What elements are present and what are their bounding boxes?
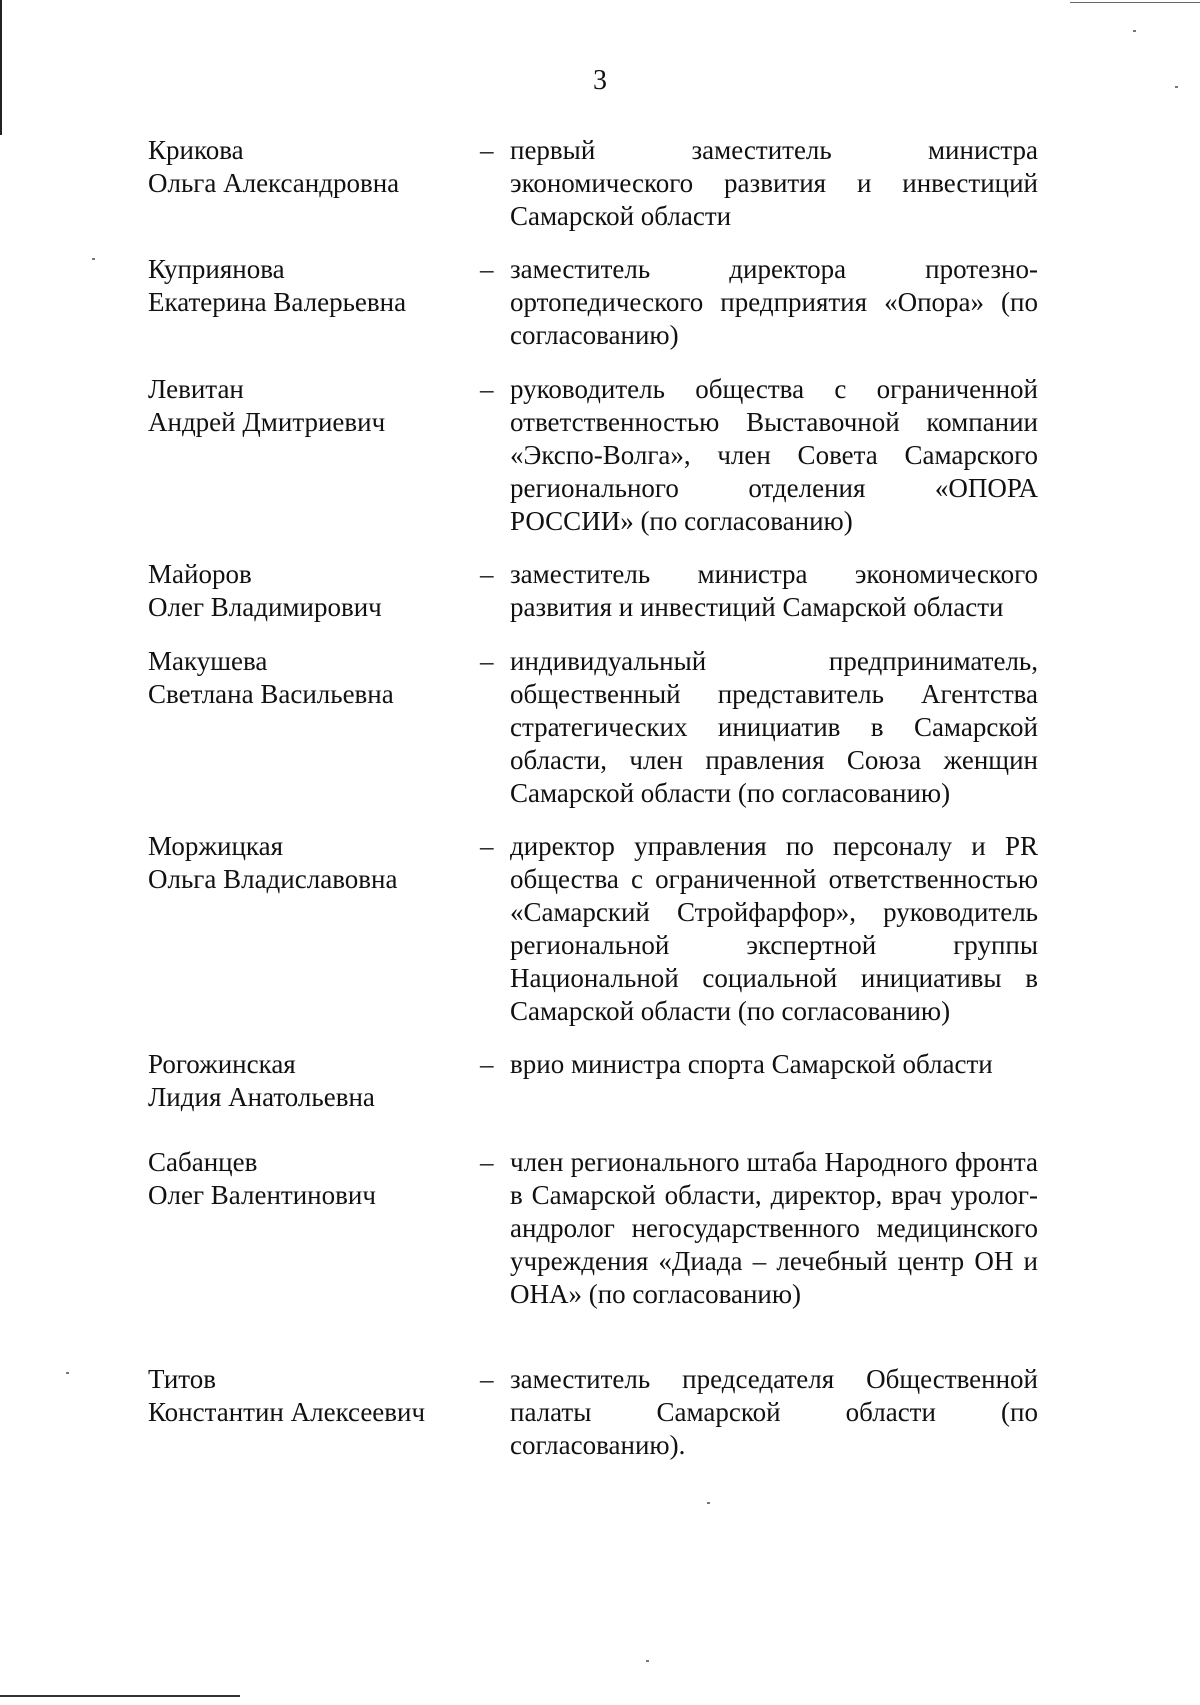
scan-edge-top [1070,2,1200,3]
member-role: первый заместитель министра экономического развития и инвестиций Самарской области [510,135,1038,231]
member-dash: – [480,1364,494,1394]
member-name [148,1363,480,1462]
member-name [148,645,480,810]
member-name [148,830,480,1028]
member-entry [148,645,1048,810]
member-name [148,1048,480,1114]
member-dash: – [480,135,494,165]
member-given-names: Андрей Дмитриевич [148,407,386,437]
member-dash: – [480,374,494,404]
member-role: индивидуальный предприниматель, общественный представитель Агентства стратегических инициатив в Самарской области, член правления Союза женщин Самарской области (по согласованию) [510,646,1038,808]
member-role: заместитель министра экономического развития и инвестиций Самарской области [510,559,1038,622]
member-dash: – [480,254,494,284]
member-given-names: Лидия Анатольевна [148,1082,375,1112]
member-entry [148,1363,1048,1462]
member-surname: Куприянова [148,254,285,284]
member-surname: Левитан [148,374,244,404]
member-name [148,134,480,233]
member-given-names: Олег Владимирович [148,592,382,622]
member-entry [148,558,1048,624]
member-role: руководитель общества с ограниченной ответственностью Выставочной компании «Экспо-Волга», член Совета Самарского регионального отделения «ОПОРА РОССИИ» (по согласованию) [510,374,1038,536]
member-name [148,373,480,538]
member-given-names: Ольга Александровна [148,168,400,198]
member-surname: Моржицкая [148,831,283,861]
member-given-names: Екатерина Валерьевна [148,287,407,317]
member-role: врио министра спорта Самарской области [510,1049,993,1079]
member-dash: – [480,1147,494,1177]
scan-edge-bottom [0,1695,240,1697]
scan-speck [1133,30,1136,32]
member-surname: Макушева [148,646,268,676]
member-dash: – [480,559,494,589]
scan-speck [92,258,95,260]
member-entry [148,1146,1048,1311]
member-surname: Сабанцев [148,1147,258,1177]
member-role: директор управления по персоналу и PR общества с ограниченной ответственностью «Самарский Стройфарфор», руководитель региональной экспертной группы Национальной социальной инициативы в Самарской области (по согласованию) [510,831,1038,1026]
member-given-names: Константин Алексеевич [148,1397,426,1427]
member-given-names: Ольга Владиславовна [148,864,398,894]
scan-speck [646,1660,649,1662]
member-surname: Титов [148,1364,216,1394]
scan-speck [66,1372,69,1374]
member-surname: Майоров [148,559,252,589]
member-given-names: Светлана Васильевна [148,679,394,709]
member-name [148,558,480,624]
member-dash: – [480,646,494,676]
member-entry [148,134,1048,233]
member-entry [148,253,1048,352]
member-surname: Рогожинская [148,1049,296,1079]
member-surname: Крикова [148,135,244,165]
member-entry [148,373,1048,538]
member-dash: – [480,1049,494,1079]
member-dash: – [480,831,494,861]
member-entry [148,1048,1048,1114]
member-role: член регионального штаба Народного фронта в Самарской области, директор, врач уролог-андролог негосударственного медицинского учреждения «Диада – лечебный центр ОН и ОНА» (по согласованию) [510,1147,1038,1309]
member-name [148,253,480,352]
member-given-names: Олег Валентинович [148,1180,376,1210]
page-number: 3 [593,65,607,96]
member-entry [148,830,1048,1028]
member-role: заместитель директора протезно-ортопедического предприятия «Опора» (по согласованию) [510,254,1038,350]
member-name [148,1146,480,1311]
member-role: заместитель председателя Общественной палаты Самарской области (по согласованию). [510,1364,1038,1460]
scan-speck [707,1502,710,1504]
